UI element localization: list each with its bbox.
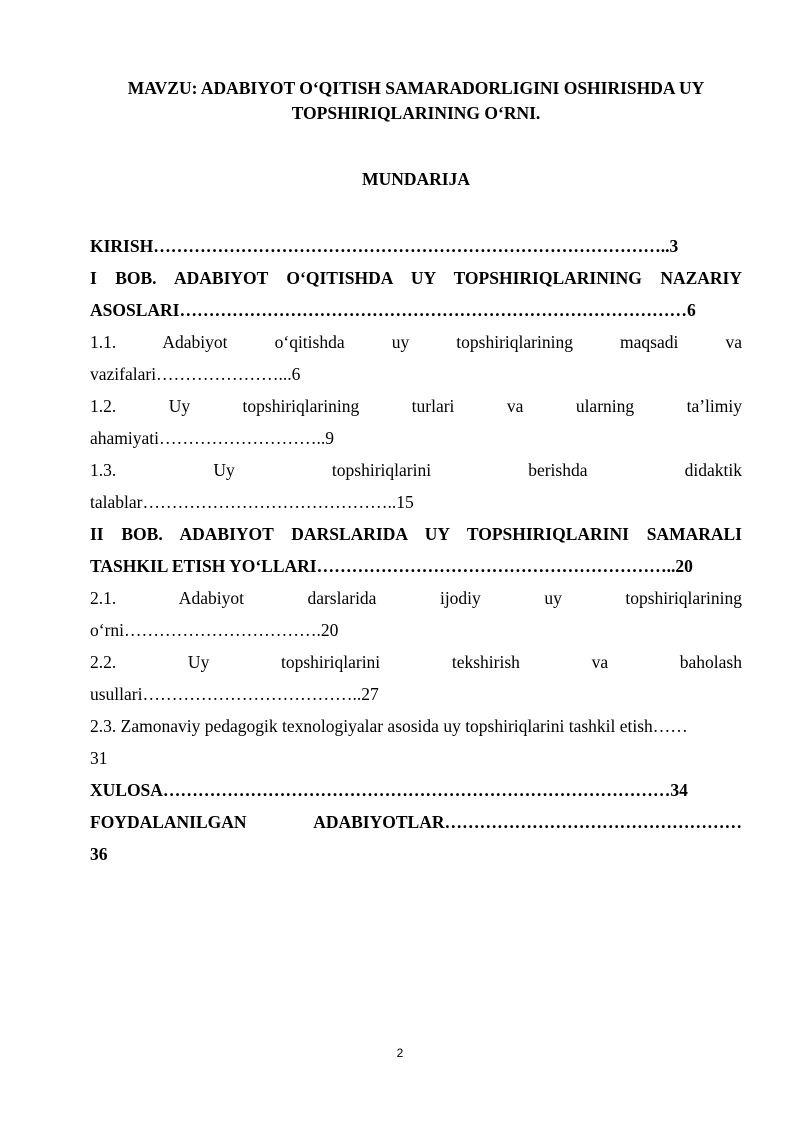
toc-entry-2-3-line1: 2.3. Zamonaviy pedagogik texnologiyalar asosida uy topshiriqlarini tashkil etish…… [90,716,688,736]
toc-entry-1-2-line1: 1.2. Uy topshiriqlarining turlari va ularning ta’limiy [90,396,742,416]
toc-entry-references-line1: FOYDALANILGAN ADABIYOTLAR…………………………………………… [90,812,742,832]
toc-entry-2-1-line1: 2.1. Adabiyot darslarida ijodiy uy topshiriqlarining [90,588,742,608]
toc-entry-2-3-line2: 31 [90,748,108,768]
title-line-2: TOPSHIRIQLARINING O‘RNI. [291,103,541,123]
table-of-contents [90,230,742,870]
toc-entry-2-2-line1: 2.2. Uy topshiriqlarini tekshirish va baholash [90,652,742,672]
toc-entry-bob1-line2: ASOSLARI……………………………………………………………………………6 [90,300,696,320]
toc-entry-2-2-line2: usullari………………………………..27 [90,684,379,704]
title-line-1: MAVZU: ADABIYOT O‘QITISH SAMARADORLIGINI OSHIRISHDA UY [127,78,705,98]
contents-heading: MUNDARIJA [362,169,470,189]
page-number: 2 [396,1046,404,1060]
toc-entry-1-3-line1: 1.3. Uy topshiriqlarini berishda didaktik [90,460,742,480]
toc-entry-bob1-line1: I BOB. ADABIYOT O‘QITISHDA UY TOPSHIRIQLARINING NAZARIY [90,268,742,288]
toc-entry-1-3-line2: talablar……………………………………..15 [90,492,414,512]
toc-entry-1-2-line2: ahamiyati………………………..9 [90,428,335,448]
toc-entry-bob2-line1: II BOB. ADABIYOT DARSLARIDA UY TOPSHIRIQLARINI SAMARALI [90,524,742,544]
toc-entry-1-1-line2: vazifalari…………………...6 [90,364,301,384]
toc-entry-2-1-line2: o‘rni…………………………….20 [90,620,339,640]
toc-entry-kirish: KIRISH……………………………………………………………………………..3 [90,236,679,256]
toc-entry-xulosa: XULOSA……………………………………………………………………………34 [90,780,688,800]
toc-entry-1-1-line1: 1.1. Adabiyot o‘qitishda uy topshiriqlarining maqsadi va [90,332,742,352]
toc-entry-bob2-line2: TASHKIL ETISH YO‘LLARI……………………………………………………..20 [90,556,693,576]
page-title [90,76,742,126]
toc-entry-references-line2: 36 [90,844,108,864]
